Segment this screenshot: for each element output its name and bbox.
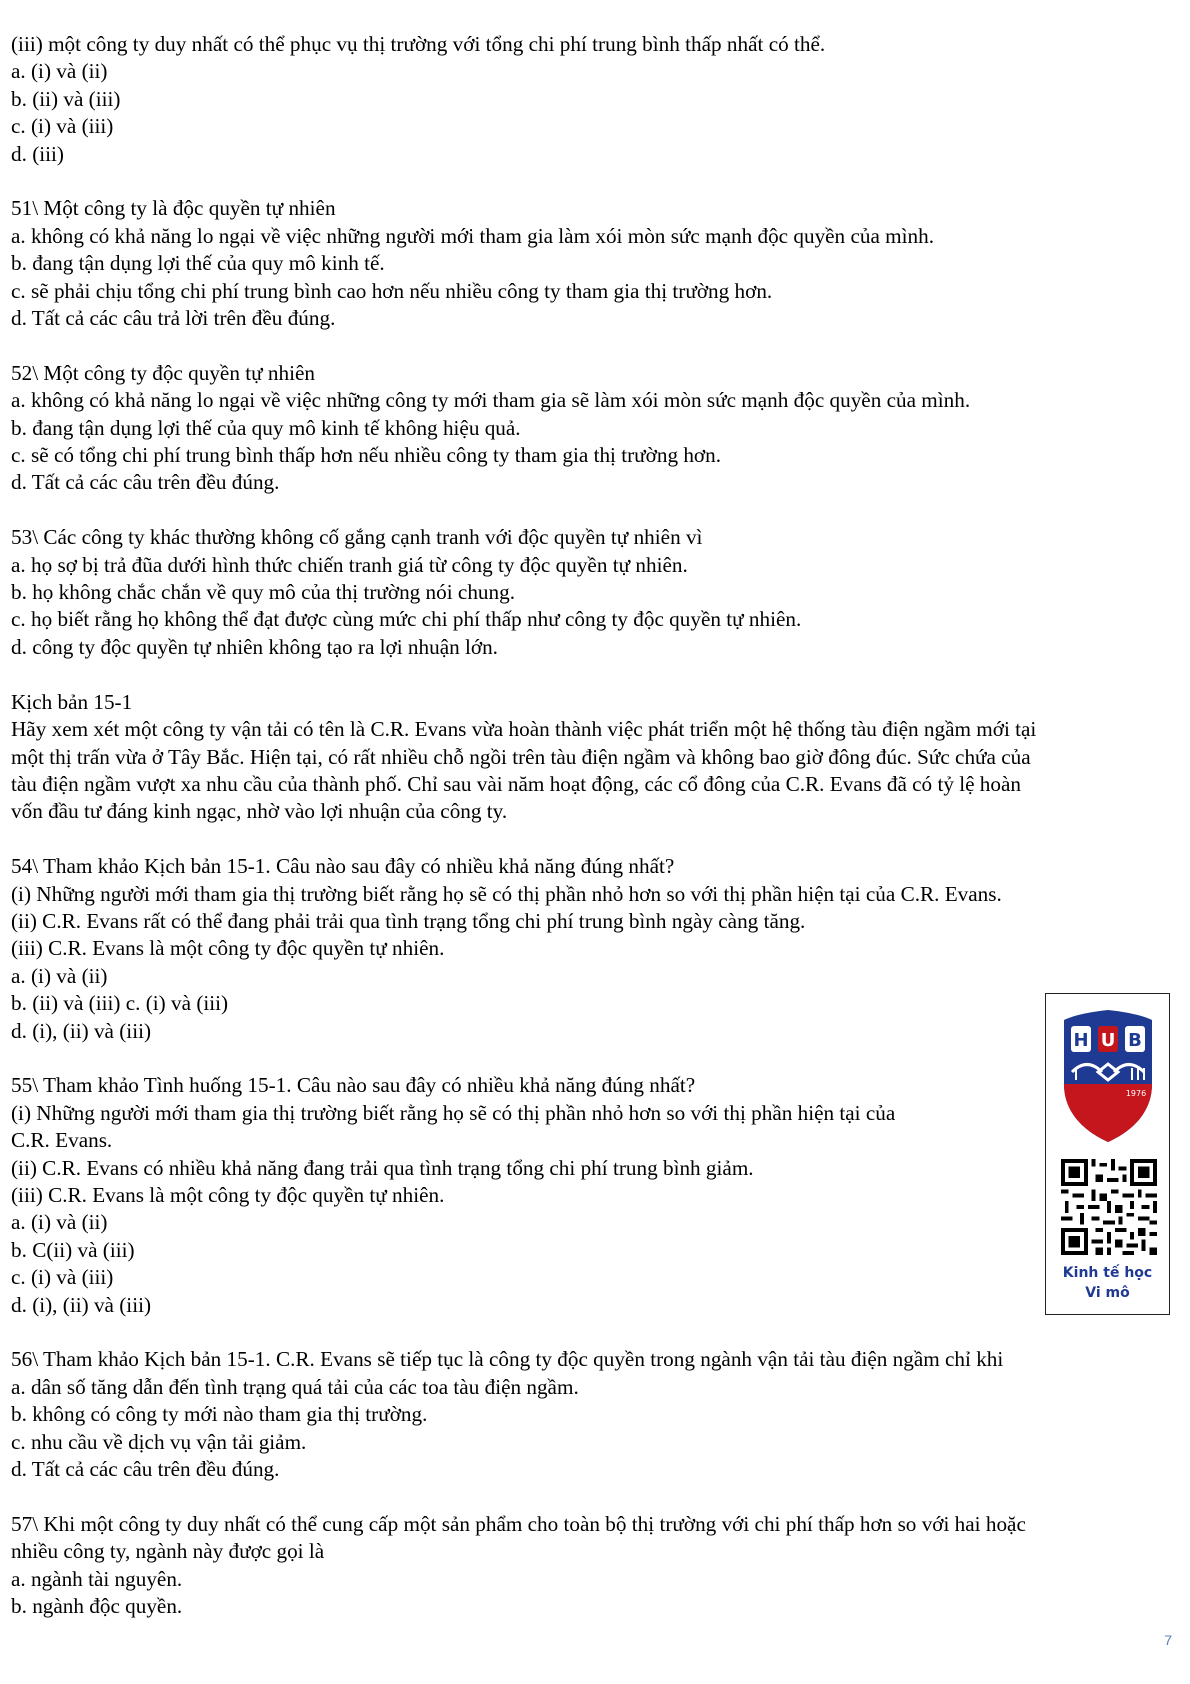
q55-statement-i-line2: C.R. Evans. (11, 1128, 113, 1153)
q55-answer-b: b. C(ii) và (iii) (11, 1237, 135, 1262)
logo-year: 1976 (1125, 1089, 1147, 1098)
document-body (11, 31, 1171, 1620)
q53-answer-b: b. họ không chắc chắn về quy mô của thị trường nói chung. (11, 580, 515, 605)
logo-caption-course: Vi mô (1085, 1285, 1130, 1301)
scenario-line-1: Hãy xem xét một công ty vận tải có tên là C.R. Evans vừa hoàn thành việc phát triển một hệ thống tàu điện ngầm mới tại (11, 717, 1037, 742)
q52-answer-b: b. đang tận dụng lợi thế của quy mô kinh tế không hiệu quả. (11, 415, 521, 440)
q57-question-line1: 57\ Khi một công ty duy nhất có thể cung cấp một sản phẩm cho toàn bộ thị trường với chi phí thấp hơn so với hai hoặc (11, 1511, 1026, 1536)
answer-b: b. (ii) và (iii) (11, 86, 121, 111)
page-number: 7 (1164, 1632, 1172, 1648)
logo-letter-h: H (1073, 1030, 1089, 1051)
q53-answer-d: d. công ty độc quyền tự nhiên không tạo ra lợi nhuận lớn. (11, 634, 498, 659)
q54-answer-bc: b. (ii) và (iii) c. (i) và (iii) (11, 991, 229, 1016)
option-iii-line: (iii) một công ty duy nhất có thể phục vụ thị trường với tổng chi phí trung bình thấp nhất có thể. (11, 32, 826, 56)
q54-answer-a: a. (i) và (ii) (11, 963, 108, 988)
q52-question: 52\ Một công ty độc quyền tự nhiên (11, 360, 315, 385)
q51-answer-b: b. đang tận dụng lợi thế của quy mô kinh tế. (11, 251, 385, 276)
logo-letter-b: B (1128, 1030, 1142, 1051)
q56-answer-b: b. không có công ty mới nào tham gia thị trường. (11, 1402, 428, 1427)
scenario-line-3: tàu điện ngầm vượt xa nhu cầu của thành phố. Chỉ sau vài năm hoạt động, các cổ đông của C.R. Evans đã có tỷ lệ hoàn (11, 771, 1021, 796)
q53-answer-a: a. họ sợ bị trả đũa dưới hình thức chiến tranh giá từ công ty độc quyền tự nhiên. (11, 552, 688, 577)
logo-caption-subject: Kinh tế học (1062, 1265, 1153, 1281)
q52-answer-a: a. không có khả năng lo ngại về việc những công ty mới tham gia sẽ làm xói mòn sức mạnh độc quyền của mình. (11, 388, 971, 413)
scenario-line-4: vốn đầu tư đáng kinh ngạc, nhờ vào lợi nhuận của công ty. (11, 799, 508, 824)
scenario-title: Kịch bản 15-1 (11, 689, 133, 714)
q54-answer-d: d. (i), (ii) và (iii) (11, 1018, 152, 1043)
scenario-line-2: một thị trấn vừa ở Tây Bắc. Hiện tại, có rất nhiều chỗ ngồi trên tàu điện ngầm và không bao giờ đông đúc. Sức chứa của (11, 744, 1031, 769)
q54-statement-ii: (ii) C.R. Evans rất có thể đang phải trải qua tình trạng tổng chi phí trung bình ngày càng tăng. (11, 908, 806, 933)
q53-question: 53\ Các công ty khác thường không cố gắng cạnh tranh với độc quyền tự nhiên vì (11, 525, 703, 550)
q57-answer-a: a. ngành tài nguyên. (11, 1566, 183, 1591)
q51-question: 51\ Một công ty là độc quyền tự nhiên (11, 196, 336, 221)
q55-statement-iii: (iii) C.R. Evans là một công ty độc quyền tự nhiên. (11, 1182, 445, 1207)
q54-question: 54\ Tham khảo Kịch bản 15-1. Câu nào sau đây có nhiều khả năng đúng nhất? (11, 854, 675, 879)
q55-answer-d: d. (i), (ii) và (iii) (11, 1292, 152, 1317)
q57-answer-b: b. ngành độc quyền. (11, 1594, 183, 1619)
hub-logo-card (1045, 993, 1170, 1315)
q55-statement-ii: (ii) C.R. Evans có nhiều khả năng đang trải qua tình trạng tổng chi phí trung bình giảm. (11, 1155, 754, 1180)
q53-answer-c: c. họ biết rằng họ không thể đạt được cùng mức chi phí thấp như công ty độc quyền tự nhiên. (11, 607, 802, 632)
q52-answer-c: c. sẽ có tổng chi phí trung bình thấp hơn nếu nhiều công ty tham gia thị trường hơn. (11, 443, 722, 468)
q51-answer-c: c. sẽ phải chịu tổng chi phí trung bình cao hơn nếu nhiều công ty tham gia thị trường hơn. (11, 278, 773, 303)
q54-statement-i: (i) Những người mới tham gia thị trường biết rằng họ sẽ có thị phần nhỏ hơn so với thị phần hiện tại của C.R. Evans. (11, 881, 1002, 906)
q56-answer-d: d. Tất cả các câu trên đều đúng. (11, 1457, 280, 1482)
q55-answer-c: c. (i) và (iii) (11, 1265, 114, 1290)
logo-letter-u: U (1100, 1030, 1116, 1051)
q51-answer-a: a. không có khả năng lo ngại về việc những người mới tham gia làm xói mòn sức mạnh độc quyền của mình. (11, 223, 935, 248)
q57-question-line2: nhiều công ty, ngành này được gọi là (11, 1539, 325, 1564)
qr-code-icon (1061, 1159, 1157, 1255)
q55-answer-a: a. (i) và (ii) (11, 1210, 108, 1235)
answer-d: d. (iii) (11, 141, 64, 166)
q56-question: 56\ Tham khảo Kịch bản 15-1. C.R. Evans sẽ tiếp tục là công ty độc quyền trong ngành vận tải tàu điện ngầm chỉ khi (11, 1347, 1004, 1372)
q52-answer-d: d. Tất cả các câu trên đều đúng. (11, 470, 280, 495)
answer-c: c. (i) và (iii) (11, 114, 114, 139)
q56-answer-a: a. dân số tăng dẫn đến tình trạng quá tải của các toa tàu điện ngầm. (11, 1374, 579, 1399)
q56-answer-c: c. nhu cầu về dịch vụ vận tải giảm. (11, 1429, 307, 1454)
hub-shield-logo (1058, 1006, 1158, 1146)
q51-answer-d: d. Tất cả các câu trả lời trên đều đúng. (11, 306, 336, 331)
q55-question: 55\ Tham khảo Tình huống 15-1. Câu nào sau đây có nhiều khả năng đúng nhất? (11, 1073, 696, 1098)
answer-a: a. (i) và (ii) (11, 59, 108, 84)
q54-statement-iii: (iii) C.R. Evans là một công ty độc quyền tự nhiên. (11, 936, 445, 961)
q55-statement-i-line1: (i) Những người mới tham gia thị trường biết rằng họ sẽ có thị phần nhỏ hơn so với thị phần hiện tại của (11, 1100, 896, 1125)
